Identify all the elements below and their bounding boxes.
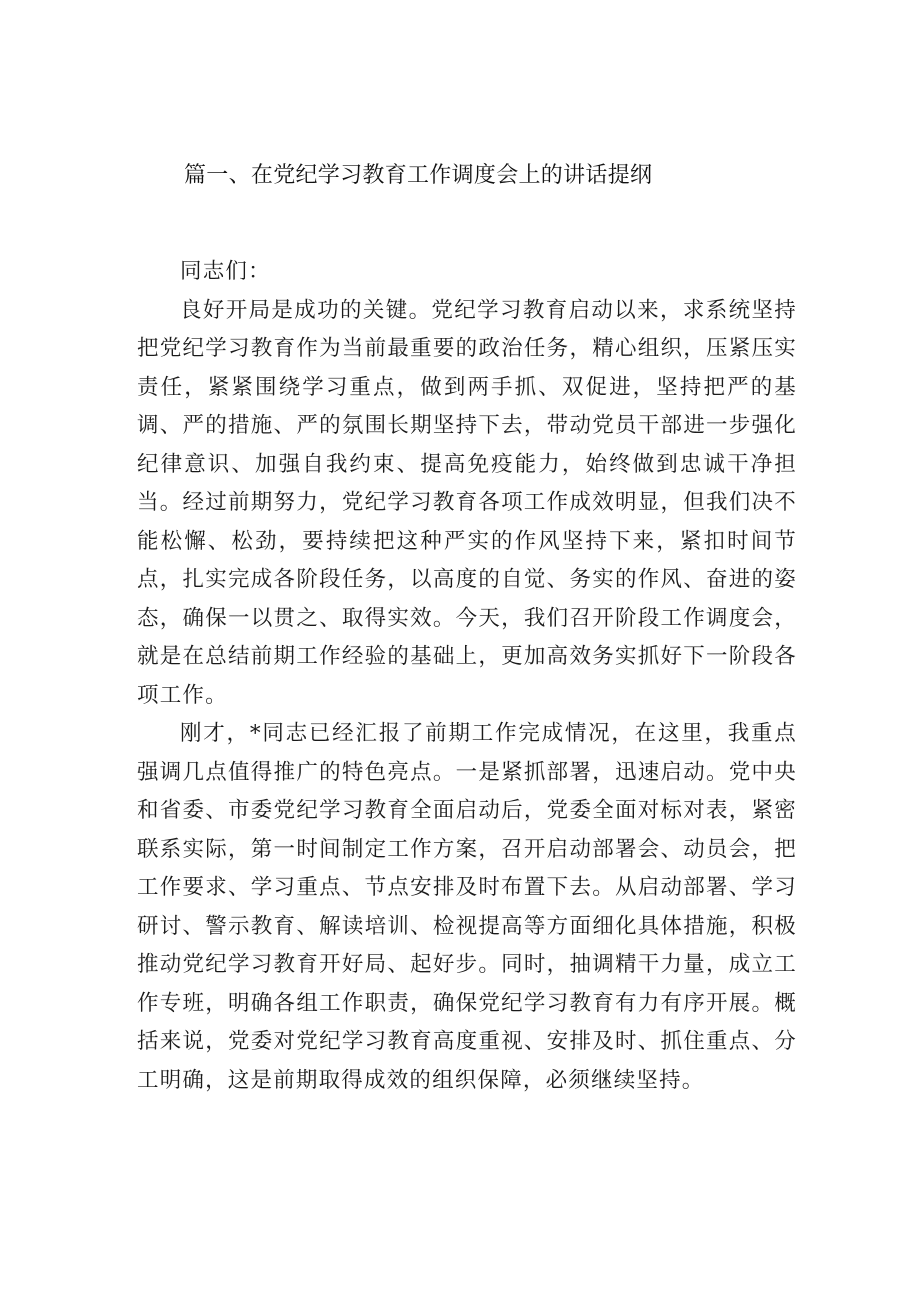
document-body [137,253,797,1100]
salutation: 同志们： [180,259,271,284]
document-title: 篇一、在党纪学习教育工作调度会上的讲话提纲 [184,163,653,188]
paragraph-2: 刚才，*同志已经汇报了前期工作完成情况，在这里，我重点强调几点值得推广的特色亮点。一是紧抓部署，迅速启动。党中央和省委、市委党纪学习教育全面启动后，党委全面对标对表，紧密联系实际，第一时间制定工作方案，召开启动部署会、动员会，把工作要求、学习重点、节点安排及时布置下去。从启动部署、学习研讨、警示教育、解读培训、检视提高等方面细化具体措施，积极推动党纪学习教育开好局、起好步。同时，抽调精干力量，成立工作专班，明确各组工作职责，确保党纪学习教育有力有序开展。概括来说，党委对党纪学习教育高度重视、安排及时、抓住重点、分工明确，这是前期取得成效的组织保障，必须继续坚持。 [137,721,797,1093]
paragraph-1: 良好开局是成功的关键。党纪学习教育启动以来，求系统坚持把党纪学习教育作为当前最重要的政治任务，精心组织，压紧压实责任，紧紧围绕学习重点，做到两手抓、双促进，坚持把严的基调、严的措施、严的氛围长期坚持下去，带动党员干部进一步强化纪律意识、加强自我约束、提高免疫能力，始终做到忠诚干净担当。经过前期努力，党纪学习教育各项工作成效明显，但我们决不能松懈、松劲，要持续把这种严实的作风坚持下来，紧扣时间节点，扎实完成各阶段任务，以高度的自觉、务实的作风、奋进的姿态，确保一以贯之、取得实效。今天，我们召开阶段工作调度会，就是在总结前期工作经验的基础上，更加高效务实抓好下一阶段各项工作。 [137,297,797,708]
